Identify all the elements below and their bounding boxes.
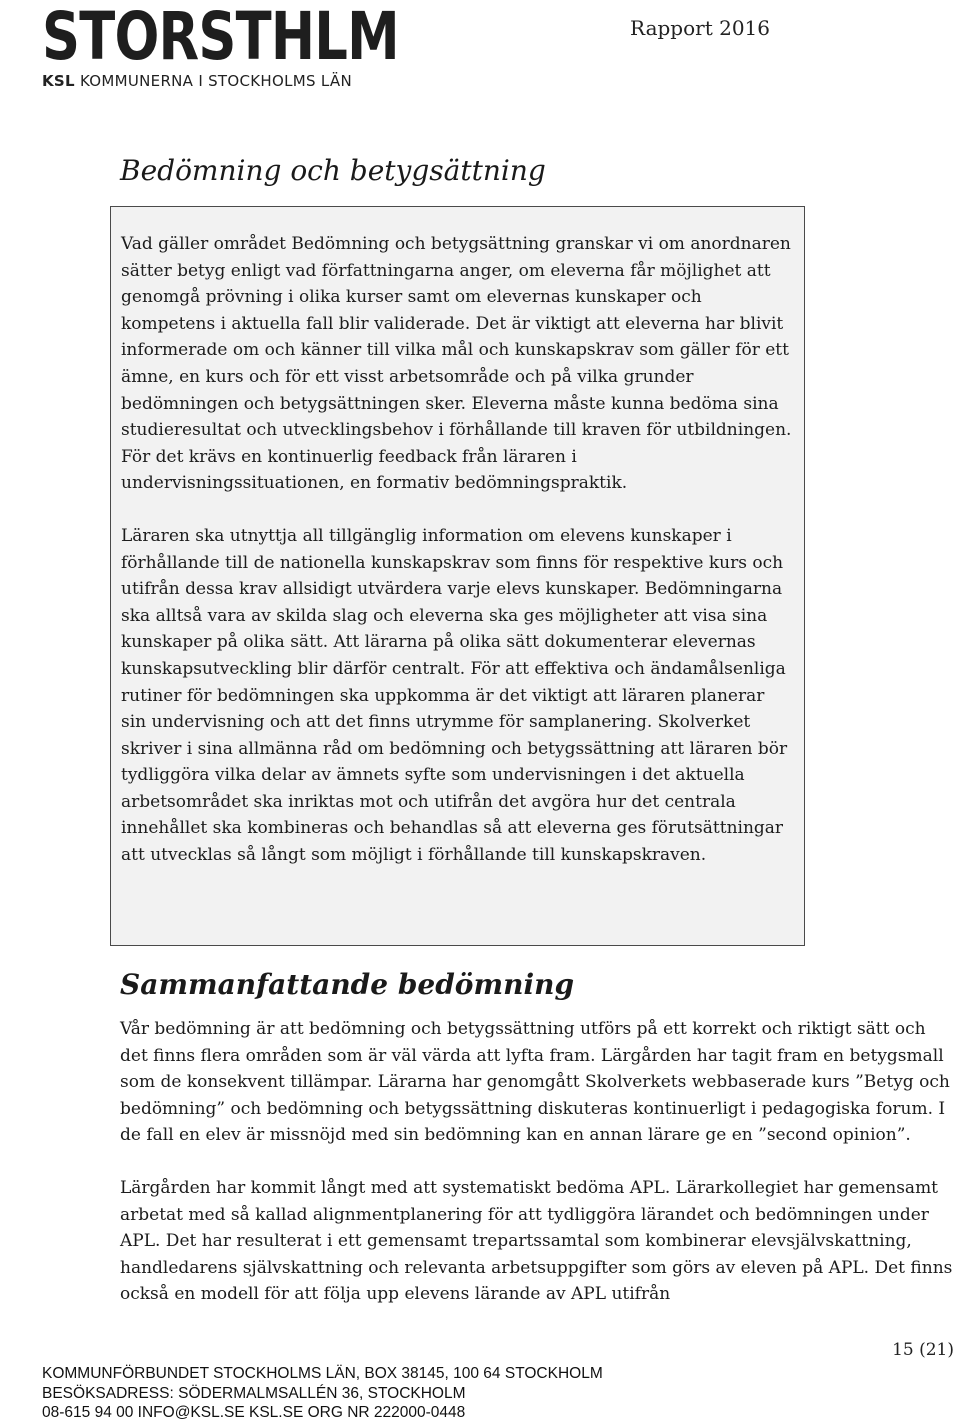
- section-heading-summary: Sammanfattande bedömning: [120, 968, 575, 1001]
- page-number: 15 (21): [892, 1340, 954, 1360]
- footer-line-1: KOMMUNFÖRBUNDET STOCKHOLMS LÄN, BOX 38145, 100 64 STOCKHOLM: [42, 1365, 603, 1382]
- footer-address: [42, 1364, 603, 1423]
- logo-subtitle-text: KOMMUNERNA I STOCKHOLMS LÄN: [74, 72, 352, 90]
- box-paragraph-2: Läraren ska utnyttja all tillgänglig information om elevens kunskaper i förhållande till de nationella kunskapskrav som finns för respektive kurs och utifrån dessa krav allsidigt utvärdera varje elevs kunskaper. Bedömningarna ska alltså vara av skilda slag och eleverna ska ges möjligheter att visa sina kunskaper på olika sätt. Att lärarna på olika sätt dokumenterar elevernas kunskapsutveckling blir därför centralt. För att effektiva och ändamålsenliga rutiner för bedömningen ska uppkomma är det viktigt att läraren planerar sin undervisning och att det finns utrymme för samplanering. Skolverket skriver i sina allmänna råd om bedömning och betygssättning att läraren bör tydliggöra vilka delar av ämnets syfte som undervisningen i det aktuella arbetsområdet ska inriktas mot och utifrån det avgöra hur det centrala innehållet ska kombineras och behandlas så att eleverna ges förutsättningar att utvecklas så långt som möjligt i förhållande till kunskapskraven.: [121, 525, 788, 866]
- footer-line-3: 08-615 94 00 INFO@KSL.SE KSL.SE ORG NR 222000-0448: [42, 1404, 466, 1421]
- section-heading-assessment: Bedömning och betygsättning: [120, 154, 546, 187]
- summary-paragraph-2: Lärgården har kommit långt med att systematiskt bedöma APL. Lärarkollegiet har gemensamt arbetat med så kallad alignmentplanering för att tydliggöra lärandet och bedömningen under APL. Det har resulterat i ett gemensamt trepartssamtal som kombinerar elevsjälvskattning, handledarens självskattning och relevanta arbetsuppgifter som görs av eleven på APL. Det finns också en modell för att följa upp elevens lärande av APL utifrån: [120, 1177, 953, 1305]
- footer-line-2: BESÖKSADRESS: SÖDERMALMSALLÉN 36, STOCKHOLM: [42, 1384, 466, 1402]
- report-label: Rapport 2016: [630, 16, 770, 40]
- logo-subtitle-ksl: KSL: [42, 72, 75, 90]
- box-paragraph-1: Vad gäller området Bedömning och betygsättning granskar vi om anordnaren sätter betyg enligt vad författningarna anger, om eleverna får möjlighet att genomgå prövning i olika kurser samt om elevernas kunskaper och kompetens i aktuella fall blir validerade. Det är viktigt att eleverna har blivit informerade om och känner till vilka mål och kunskapskrav som gäller för ett ämne, en kurs och för ett visst arbetsområde och på vilka grunder bedömningen och betygsättningen sker. Eleverna måste kunna bedöma sina studieresultat och utvecklingsbehov i förhållande till kraven för utbildningen. För det krävs en kontinuerlig feedback från läraren i undervisningssituationen, en formativ bedömningspraktik.: [121, 234, 792, 494]
- logo-wordmark: STORSTHLM: [42, 0, 399, 75]
- summary-body: [120, 1016, 955, 1308]
- summary-paragraph-1: Vår bedömning är att bedömning och betygssättning utförs på ett korrekt och riktigt sätt och det finns flera områden som är väl värda att lyfta fram. Lärgården har tagit fram en betygsmall som de konsekvent tillämpar. Lärarna har genomgått Skolverkets webbaserade kurs ”Betyg och bedömning” och bedömning och betygssättning diskuteras kontinuerligt i pedagogiska forum. I de fall en elev är missnöjd med sin bedömning kan en annan lärare ge en ”second opinion”.: [120, 1019, 950, 1146]
- info-box: [110, 206, 805, 946]
- organization-logo: [42, 2, 488, 90]
